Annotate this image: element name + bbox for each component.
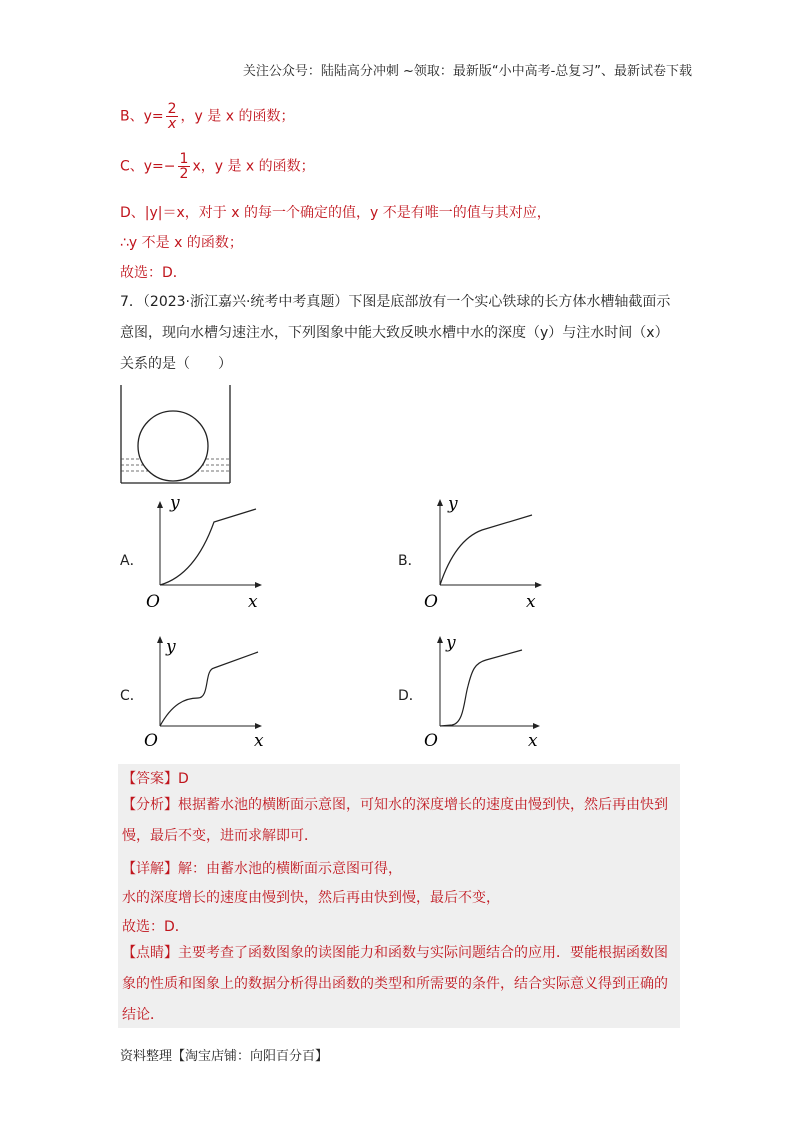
c-suffix: x，y 是 x 的函数； <box>192 158 315 175</box>
curve-b <box>440 515 532 585</box>
x-axis-arrow <box>533 723 540 729</box>
answer-line: 【答案】D <box>122 771 189 787</box>
origin-label: O <box>146 592 160 612</box>
c-prefix: C、y= <box>120 158 164 175</box>
solution-option-c <box>120 152 315 181</box>
comment-text: 【点睛】主要考查了函数图象的读图能力和函数与实际问题结合的应用．要能根据函数图象的性质和图象上的数据分析得出函数的类型和所需要的条件，结合实际意义得到正确的结论． <box>122 945 668 1023</box>
detail-line-1: 【详解】解：由蓄水池的横断面示意图可得， <box>122 861 402 877</box>
analysis-text: 【分析】根据蓄水池的横断面示意图，可知水的深度增长的速度由慢到快，然后再由快到慢，最后不变，进而求解即可． <box>122 797 668 844</box>
page-header: 关注公众号：陆陆高分冲刺 ~领取：最新版“小中高考-总复习”、最新试卷下载 <box>242 64 692 79</box>
curve-a <box>160 509 256 585</box>
y-axis-arrow <box>157 636 163 643</box>
b-prefix: B、y= <box>120 108 164 125</box>
b-numerator: 2 <box>167 101 177 117</box>
option-d-graph <box>420 630 550 748</box>
option-c-graph <box>140 630 275 748</box>
y-axis-arrow <box>437 636 443 643</box>
c-numerator: 1 <box>179 151 189 167</box>
solution-therefore: ∴y 不是 x 的函数； <box>120 235 243 251</box>
x-axis-arrow <box>255 723 262 729</box>
origin-label: O <box>424 731 438 748</box>
origin-label: O <box>424 592 438 612</box>
x-label: x <box>526 592 536 612</box>
origin-label: O <box>144 731 158 748</box>
x-label: x <box>248 592 258 612</box>
option-d-label: D． <box>398 688 423 704</box>
option-a-graph <box>140 495 270 613</box>
option-b-label: B． <box>398 553 422 569</box>
detail-line-3: 故选：D． <box>122 919 189 935</box>
fraction-2-over-x <box>166 102 179 131</box>
solution-option-d: D、|y|＝x，对于 x 的每一个确定的值，y 不是有唯一的值与其对应， <box>120 205 551 221</box>
tank-diagram <box>118 385 243 485</box>
y-label: y <box>448 495 458 514</box>
c-minus: − <box>163 158 176 175</box>
solution-option-b <box>120 102 294 131</box>
y-axis-arrow <box>437 499 443 506</box>
page-footer: 资料整理【淘宝店铺：向阳百分百】 <box>120 1049 329 1064</box>
curve-d <box>440 650 522 726</box>
y-label: y <box>170 495 180 513</box>
y-axis-arrow <box>157 501 163 508</box>
fraction-1-over-2 <box>178 152 191 181</box>
c-denominator: 2 <box>179 166 189 182</box>
curve-c <box>160 652 258 726</box>
y-label: y <box>446 633 456 653</box>
x-axis-arrow <box>255 582 262 588</box>
y-label: y <box>166 637 176 657</box>
x-axis-arrow <box>535 582 542 588</box>
detail-line-2: 水的深度增长的速度由慢到快，然后再由快到慢，最后不变， <box>122 890 500 906</box>
option-a-label: A． <box>120 553 144 569</box>
solution-choice: 故选：D． <box>120 265 187 281</box>
option-b-graph <box>420 495 550 613</box>
x-label: x <box>528 731 538 748</box>
b-suffix: ，y 是 x 的函数； <box>180 108 295 125</box>
option-c-label: C． <box>120 688 144 704</box>
iron-ball <box>138 411 208 481</box>
b-denominator: x <box>167 116 177 132</box>
x-label: x <box>254 731 264 748</box>
question-7-text: 7．（2023·浙江嘉兴·统考中考真题）下图是底部放有一个实心铁球的长方体水槽轴截面示意图，现向水槽匀速注水，下列图象中能大致反映水槽中水的深度（y）与注水时间（x）关系的是（ ） <box>120 294 671 372</box>
